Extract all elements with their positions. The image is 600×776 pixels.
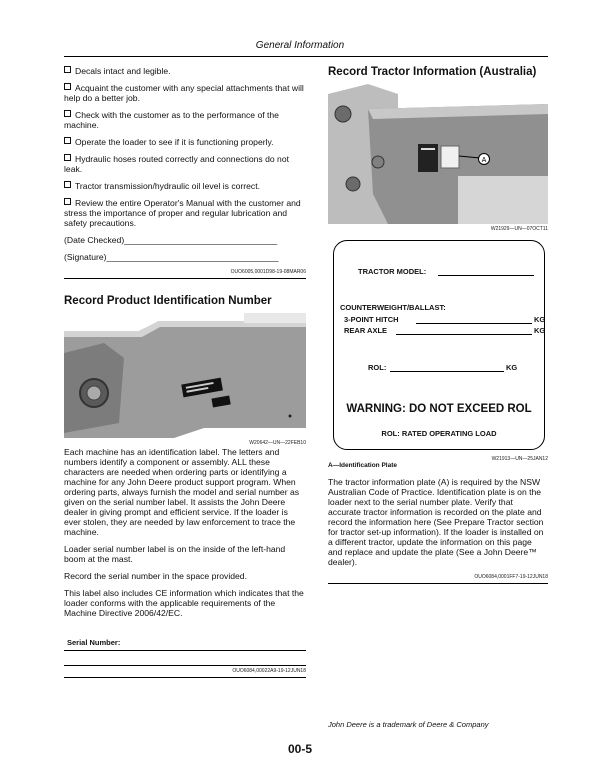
checklist-item: Review the entire Operator's Manual with the customer and stress the importance of proper and regular lubrication and safety precautions. xyxy=(64,198,301,228)
loader-boom-illustration xyxy=(64,313,306,438)
paragraph: Loader serial number label is on the inside of the left-hand boom at the mast. xyxy=(64,544,286,564)
identification-plate-figure xyxy=(328,84,548,224)
serial-number-line xyxy=(64,651,306,666)
figure-id: W20642—UN—22FEB10 xyxy=(249,440,306,446)
rol-definition: ROL: RATED OPERATING LOAD xyxy=(381,429,497,438)
counterweight-label: COUNTERWEIGHT/BALLAST: xyxy=(340,303,446,312)
rear-axle-line xyxy=(396,334,532,335)
checkbox-icon xyxy=(64,154,71,161)
header-rule xyxy=(64,56,548,57)
serial-label-figure xyxy=(64,313,306,438)
checkbox-icon xyxy=(64,110,71,117)
page-header: General Information xyxy=(255,40,345,51)
loader-plate-illustration xyxy=(328,84,548,224)
callout-a: A xyxy=(481,157,487,164)
checklist-item: Hydraulic hoses routed correctly and connections do not leak. xyxy=(64,154,290,174)
rol-label: ROL: xyxy=(368,363,387,372)
kg-unit: KG xyxy=(534,315,546,324)
trademark-note: John Deere is a trademark of Deere & Company xyxy=(328,720,489,729)
left-column xyxy=(64,66,306,678)
paragraph: Record the serial number in the space provided. xyxy=(64,571,247,581)
kg-unit: KG xyxy=(534,326,546,335)
figure-caption: A—Identification Plate xyxy=(328,462,397,469)
paragraph: The tractor information plate (A) is required by the NSW Australian Code of Practice. Identification plate is on the loader next to the serial number plate. Verify that accurate tractor information is recorded on the plate and record the information here (See Prepare Tractor section for tractor set-up information). If the loader is installed on a different tractor, update the information on this page and replace and update the plate (See a John Deere™ dealer). xyxy=(328,477,544,567)
checklist-item: Tractor transmission/hydraulic oil level is correct. xyxy=(64,181,306,191)
ref-id: OUO6084,00022A9-19-12JUN18 xyxy=(232,668,306,674)
checklist-item: Check with the customer as to the performance of the machine. xyxy=(64,110,279,130)
checkbox-icon xyxy=(64,198,71,205)
kg-unit: KG xyxy=(506,363,518,372)
paragraph: This label also includes CE information which indicates that the loader conforms with the applicable requirements of the Machine Directive 2006/42/EC. xyxy=(64,588,304,618)
signature-line: (Signature)____________________________________ xyxy=(64,252,279,262)
checkbox-icon xyxy=(64,181,71,188)
tractor-model-line xyxy=(438,275,534,276)
figure-id: W21913—UN—25JAN12 xyxy=(491,456,548,462)
checkbox-icon xyxy=(64,83,71,90)
hitch-label: 3-POINT HITCH xyxy=(344,315,399,324)
date-checked-line: (Date Checked)________________________________ xyxy=(64,235,278,245)
paragraph: Each machine has an identification label. The letters and numbers identify a component or assembly. ALL these characters are needed when ordering parts or identifying a machine for any John Deere product support program. When ordering parts, always furnish the model and serial number as given on the serial number label. It assists the John Deere dealer in giving prompt and efficient service. If the loader is ever stolen, they are needed by law enforcement to trace the machine. xyxy=(64,447,300,537)
checkbox-icon xyxy=(64,137,71,144)
tractor-info-plate xyxy=(333,240,545,450)
rol-line xyxy=(390,371,504,372)
rear-axle-label: REAR AXLE xyxy=(344,326,388,335)
ref-id: OUO6084,0001FF7-19-12JUN18 xyxy=(474,574,548,580)
checklist-item: Operate the loader to see if it is functioning properly. xyxy=(64,137,306,147)
checkbox-icon xyxy=(64,66,71,73)
checklist-ref-id: OUO6005,0001D98-19-08MAR06 xyxy=(230,269,306,275)
divider xyxy=(64,278,306,279)
figure-id: W21929—UN—07OCT11 xyxy=(490,226,548,232)
serial-number-field: Serial Number: xyxy=(64,638,306,651)
warning-text: WARNING: DO NOT EXCEED ROL xyxy=(346,403,532,415)
right-column xyxy=(328,66,548,584)
checklist-item: Decals intact and legible. xyxy=(64,66,306,76)
checklist-item: Acquaint the customer with any special attachments that will help do a better job. xyxy=(64,83,304,103)
tractor-model-label: TRACTOR MODEL: xyxy=(358,267,427,276)
hitch-line xyxy=(416,323,532,324)
section-title: Record Product Identification Number xyxy=(64,295,272,307)
section-title: Record Tractor Information (Australia) xyxy=(328,66,537,78)
divider xyxy=(328,583,548,584)
page-number: 00-5 xyxy=(287,742,313,756)
divider xyxy=(64,677,306,678)
